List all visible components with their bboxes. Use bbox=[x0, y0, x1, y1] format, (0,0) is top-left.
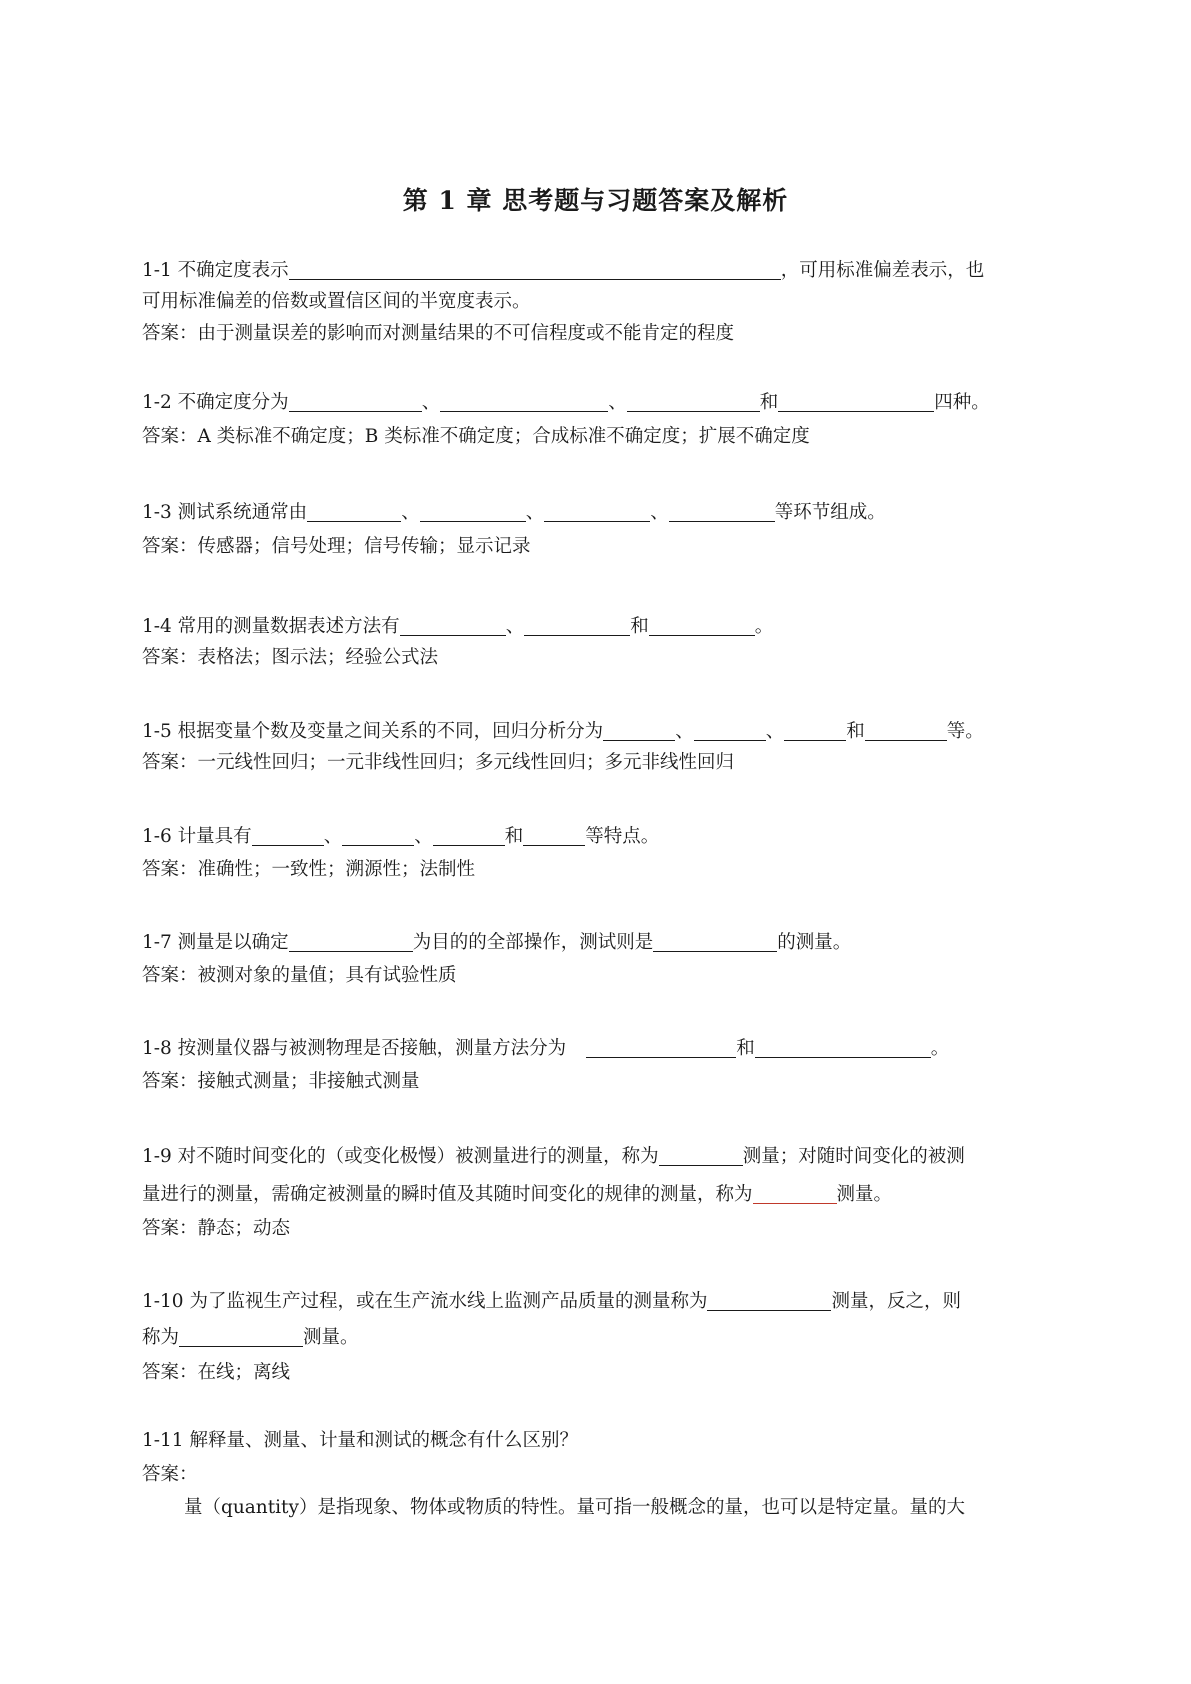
question-text: 四种。 bbox=[934, 392, 990, 413]
question-1-9-line2 bbox=[142, 1182, 892, 1208]
answer-blank[interactable] bbox=[544, 501, 650, 522]
question-text: 1-1 不确定度表示 bbox=[142, 260, 289, 281]
answer-blank[interactable] bbox=[659, 1145, 743, 1166]
separator: 、 bbox=[650, 502, 669, 523]
separator: 、 bbox=[323, 826, 343, 847]
answer-blank[interactable] bbox=[289, 259, 781, 280]
question-text: 测量。 bbox=[303, 1327, 359, 1348]
answer-blank[interactable] bbox=[342, 825, 414, 846]
page-title: 第 1 章 思考题与习题答案及解析 bbox=[402, 186, 789, 215]
answer-blank[interactable] bbox=[586, 1037, 736, 1058]
answer-1-11-label: 答案： bbox=[142, 1464, 198, 1485]
answer-1-2: 答案：A 类标准不确定度；B 类标准不确定度；合成标准不确定度；扩展不确定度 bbox=[142, 426, 810, 447]
answer-1-9: 答案：静态；动态 bbox=[142, 1218, 291, 1239]
question-1-10 bbox=[142, 1289, 961, 1315]
question-text: 的测量。 bbox=[777, 932, 852, 953]
question-1-5 bbox=[142, 719, 984, 745]
question-1-9 bbox=[142, 1144, 965, 1170]
question-text: 等特点。 bbox=[585, 826, 660, 847]
separator: 、 bbox=[401, 502, 420, 523]
answer-blank[interactable] bbox=[627, 391, 760, 412]
question-1-1 bbox=[142, 258, 984, 284]
answer-1-1: 答案：由于测量误差的影响而对测量结果的不可信程度或不能肯定的程度 bbox=[142, 323, 735, 344]
answer-blank[interactable] bbox=[669, 501, 775, 522]
question-text: 1-10 为了监视生产过程，或在生产流水线上监测产品质量的测量称为 bbox=[142, 1291, 708, 1312]
separator: 和 bbox=[759, 392, 779, 413]
question-text: 量进行的测量，需确定被测量的瞬时值及其随时间变化的规律的测量，称为 bbox=[142, 1184, 753, 1205]
answer-1-11-paragraph: 量（quantity）是指现象、物体或物质的特性。量可指一般概念的量，也可以是特定量。量的大 bbox=[184, 1497, 965, 1518]
answer-blank[interactable] bbox=[524, 615, 630, 636]
separator: 、 bbox=[505, 616, 525, 637]
answer-blank[interactable] bbox=[603, 720, 675, 741]
answer-1-8: 答案：接触式测量；非接触式测量 bbox=[142, 1071, 420, 1092]
question-text: 1-8 按测量仪器与被测物理是否接触，测量方法分为 bbox=[142, 1038, 567, 1059]
question-text: 1-2 不确定度分为 bbox=[142, 392, 289, 413]
question-1-1-line2: 可用标准偏差的倍数或置信区间的半宽度表示。 bbox=[142, 291, 531, 312]
answer-blank[interactable] bbox=[440, 391, 608, 412]
question-text: 1-6 计量具有 bbox=[142, 826, 252, 847]
question-text: 1-9 对不随时间变化的（或变化极慢）被测量进行的测量，称为 bbox=[142, 1146, 659, 1167]
question-1-4 bbox=[142, 614, 773, 640]
question-text: 测量，反之，则 bbox=[831, 1291, 961, 1312]
answer-1-6: 答案：准确性；一致性；溯源性；法制性 bbox=[142, 859, 476, 880]
separator: 、 bbox=[414, 826, 433, 847]
answer-blank[interactable] bbox=[420, 501, 526, 522]
separator: 、 bbox=[765, 721, 785, 742]
question-1-7 bbox=[142, 930, 851, 956]
question-text: 测量；对随时间变化的被测 bbox=[742, 1146, 965, 1167]
answer-blank[interactable] bbox=[707, 1290, 831, 1311]
question-1-3 bbox=[142, 500, 886, 526]
separator: 、 bbox=[608, 392, 627, 413]
answer-blank[interactable] bbox=[649, 615, 755, 636]
question-text: 1-5 根据变量个数及变量之间关系的不同，回归分析分为 bbox=[142, 721, 604, 742]
answer-1-5: 答案：一元线性回归；一元非线性回归；多元线性回归；多元非线性回归 bbox=[142, 752, 735, 773]
separator: 和 bbox=[504, 826, 524, 847]
question-1-6 bbox=[142, 824, 659, 850]
question-text: ，可用标准偏差表示，也 bbox=[780, 260, 985, 281]
question-1-10-line2 bbox=[142, 1325, 359, 1351]
question-text: 1-3 测试系统通常由 bbox=[142, 502, 308, 523]
question-1-2 bbox=[142, 390, 990, 416]
separator: 和 bbox=[846, 721, 865, 742]
separator: 、 bbox=[421, 392, 441, 413]
question-text: 。 bbox=[754, 616, 774, 637]
question-text: 。 bbox=[930, 1038, 950, 1059]
separator: 、 bbox=[525, 502, 545, 523]
separator: 和 bbox=[630, 616, 649, 637]
answer-blank[interactable] bbox=[865, 720, 947, 741]
answer-blank[interactable] bbox=[784, 720, 846, 741]
answer-1-4: 答案：表格法；图示法；经验公式法 bbox=[142, 647, 439, 668]
answer-blank[interactable] bbox=[400, 615, 506, 636]
answer-blank[interactable] bbox=[179, 1326, 303, 1347]
question-text: 称为 bbox=[142, 1327, 180, 1348]
answer-blank[interactable] bbox=[753, 1183, 837, 1204]
question-1-8 bbox=[142, 1036, 949, 1062]
question-text: 测量。 bbox=[836, 1184, 893, 1205]
answer-blank[interactable] bbox=[778, 391, 934, 412]
answer-blank[interactable] bbox=[289, 931, 413, 952]
answer-blank[interactable] bbox=[523, 825, 585, 846]
answer-blank[interactable] bbox=[653, 931, 777, 952]
question-text: 1-7 测量是以确定 bbox=[142, 932, 289, 953]
question-text: 1-4 常用的测量数据表述方法有 bbox=[142, 616, 400, 637]
answer-1-10: 答案：在线；离线 bbox=[142, 1362, 291, 1383]
answer-blank[interactable] bbox=[289, 391, 422, 412]
answer-blank[interactable] bbox=[694, 720, 766, 741]
answer-blank[interactable] bbox=[433, 825, 505, 846]
question-1-11: 1-11 解释量、测量、计量和测试的概念有什么区别？ bbox=[142, 1430, 578, 1451]
answer-blank[interactable] bbox=[252, 825, 324, 846]
answer-blank[interactable] bbox=[755, 1037, 931, 1058]
answer-1-3: 答案：传感器；信号处理；信号传输；显示记录 bbox=[142, 536, 531, 557]
answer-1-7: 答案：被测对象的量值；具有试验性质 bbox=[142, 965, 457, 986]
question-text: 等环节组成。 bbox=[774, 502, 886, 523]
question-text: 等。 bbox=[946, 721, 984, 742]
separator: 和 bbox=[736, 1038, 755, 1059]
separator: 、 bbox=[675, 721, 694, 742]
answer-blank[interactable] bbox=[307, 501, 401, 522]
question-text: 为目的的全部操作，测试则是 bbox=[412, 932, 654, 953]
